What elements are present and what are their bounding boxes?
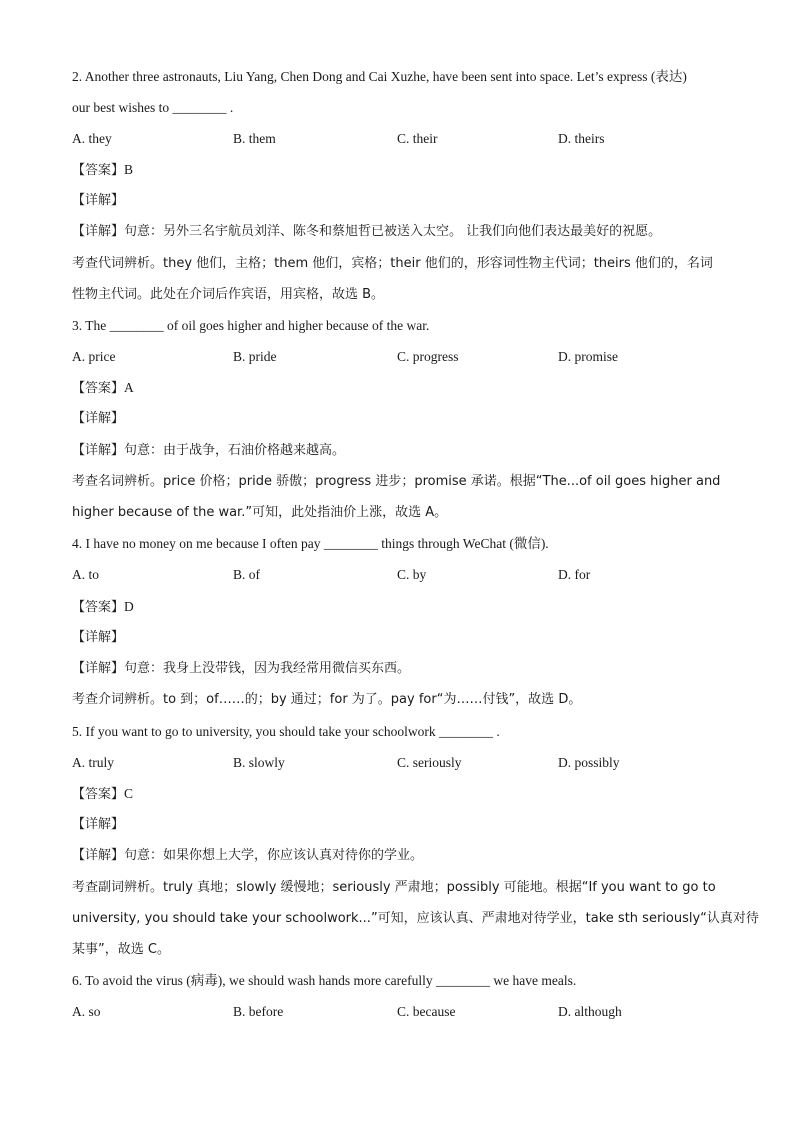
option-a: A. truly bbox=[72, 755, 114, 770]
detail-tag: 【详解】 bbox=[72, 224, 125, 239]
detail-tag: 【详解】 bbox=[72, 661, 125, 676]
option-a: A. so bbox=[72, 1004, 101, 1019]
detail-tag: 【详解】 bbox=[72, 443, 125, 458]
question-5-stem-line-1: 5. If you want to go to university, you should take your schoolwork ________ . bbox=[72, 724, 500, 739]
answer-value: A bbox=[124, 380, 134, 395]
option-c: C. progress bbox=[397, 349, 459, 364]
option-d: D. although bbox=[558, 1004, 622, 1019]
option-d: D. possibly bbox=[558, 755, 620, 770]
question-4-answer bbox=[72, 597, 732, 618]
meaning-text: 句意：我身上没带钱，因为我经常用微信买东西。 bbox=[124, 661, 411, 676]
option-a: A. price bbox=[72, 349, 116, 364]
answer-tag: 【答案】 bbox=[72, 381, 125, 396]
question-3-stem-line-1: 3. The ________ of oil goes higher and higher because of the war. bbox=[72, 318, 430, 333]
question-3-analysis-line-1: 考查名词辨析。price 价格；pride 骄傲；progress 进步；promise 承诺。根据“The...of oil goes higher and bbox=[72, 474, 721, 489]
option-b: B. before bbox=[233, 1004, 284, 1019]
question-6-stem-line-1: 6. To avoid the virus (病毒), we should wash hands more carefully ________ we have meals. bbox=[72, 973, 577, 988]
option-d: D. theirs bbox=[558, 131, 605, 146]
option-b: B. pride bbox=[233, 349, 277, 364]
question-2-stem-line-2: our best wishes to ________ . bbox=[72, 100, 234, 115]
answer-tag: 【答案】 bbox=[72, 163, 125, 178]
option-c: C. seriously bbox=[397, 755, 462, 770]
answer-value: D bbox=[124, 599, 134, 614]
question-5-analysis-line-1: 考查副词辨析。truly 真地；slowly 缓慢地；seriously 严肃地；possibly 可能地。根据“If you want to go to bbox=[72, 880, 716, 895]
question-2-analysis-line-2: 性物主代词。此处在介词后作宾语，用宾格，故选 B。 bbox=[72, 287, 385, 302]
option-c: C. their bbox=[397, 131, 438, 146]
question-5-analysis-line-2: university, you should take your schoolwork...”可知，应该认真、严肃地对待学业，take sth seriously“认真对待 bbox=[72, 911, 759, 926]
answer-tag: 【答案】 bbox=[72, 787, 125, 802]
option-a: A. they bbox=[72, 131, 112, 146]
question-2-analysis-line-1: 考查代词辨析。they 他们，主格；them 他们，宾格；their 他们的，形容词性物主代词；theirs 他们的，名词 bbox=[72, 256, 713, 271]
question-4-detail-title: 【详解】 bbox=[72, 630, 125, 645]
question-3-answer bbox=[72, 378, 732, 399]
option-b: B. them bbox=[233, 131, 276, 146]
option-d: D. promise bbox=[558, 349, 618, 364]
question-4-meaning bbox=[72, 659, 732, 679]
meaning-text: 句意：由于战争，石油价格越来越高。 bbox=[124, 443, 346, 458]
option-c: C. because bbox=[397, 1004, 456, 1019]
question-2-meaning bbox=[72, 222, 732, 242]
question-5-meaning bbox=[72, 846, 732, 866]
option-c: C. by bbox=[397, 567, 427, 582]
detail-tag: 【详解】 bbox=[72, 848, 125, 863]
answer-tag: 【答案】 bbox=[72, 600, 125, 615]
answer-value: C bbox=[124, 786, 134, 801]
question-5-answer bbox=[72, 784, 732, 805]
question-2-detail-title: 【详解】 bbox=[72, 193, 125, 208]
question-2-stem-line-1: 2. Another three astronauts, Liu Yang, Chen Dong and Cai Xuzhe, have been sent into space. Let’s express (表达) bbox=[72, 69, 687, 84]
question-3-analysis-line-2: higher because of the war.”可知，此处指油价上涨，故选 A。 bbox=[72, 505, 448, 520]
question-3-meaning bbox=[72, 441, 732, 461]
meaning-text: 句意：如果你想上大学，你应该认真对待你的学业。 bbox=[124, 848, 424, 863]
question-4-stem-line-1: 4. I have no money on me because I often pay ________ things through WeChat (微信). bbox=[72, 536, 549, 551]
question-5-analysis-line-3: 某事”，故选 C。 bbox=[72, 942, 170, 957]
question-5-detail-title: 【详解】 bbox=[72, 817, 125, 832]
option-b: B. of bbox=[233, 567, 260, 582]
question-3-detail-title: 【详解】 bbox=[72, 411, 125, 426]
option-a: A. to bbox=[72, 567, 99, 582]
option-b: B. slowly bbox=[233, 755, 285, 770]
question-2-answer bbox=[72, 160, 732, 181]
meaning-text: 句意：另外三名宇航员刘洋、陈冬和蔡旭哲已被送入太空。 让我们向他们表达最美好的祝愿。 bbox=[124, 224, 662, 239]
answer-value: B bbox=[124, 162, 134, 177]
question-4-analysis-line-1: 考查介词辨析。to 到；of……的；by 通过；for 为了。pay for“为……付钱”，故选 D。 bbox=[72, 692, 582, 707]
option-d: D. for bbox=[558, 567, 591, 582]
